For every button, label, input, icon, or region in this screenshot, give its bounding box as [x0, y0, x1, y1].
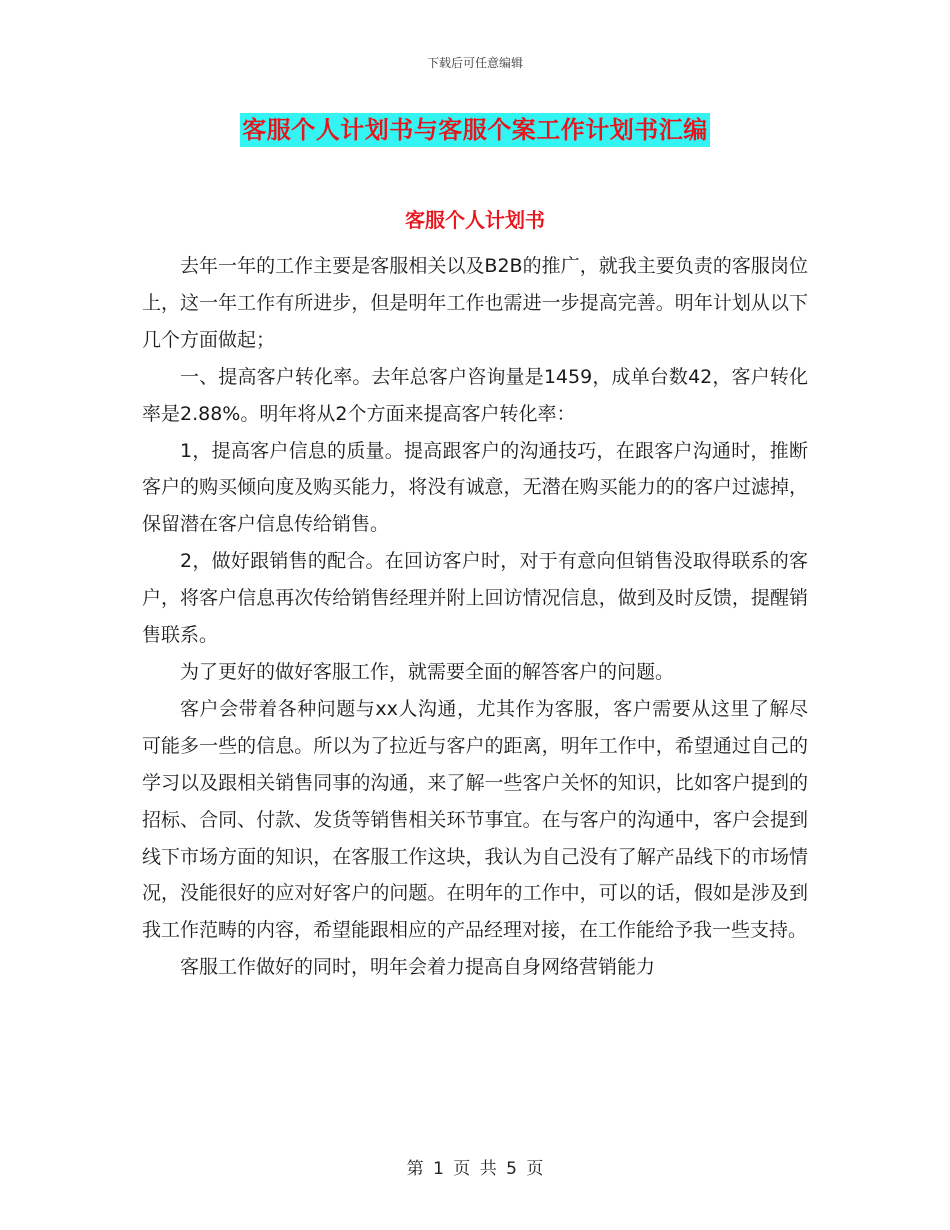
paragraph: 去年一年的工作主要是客服相关以及B2B的推广，就我主要负责的客服岗位上，这一年工作有所进步，但是明年工作也需进一步提高完善。明年计划从以下几个方面做起； [142, 255, 808, 351]
page-footer: 第 1 页 共 5 页 [406, 1159, 544, 1179]
main-title: 客服个人计划书与客服个案工作计划书汇编 [240, 113, 710, 147]
paragraph: 客户会带着各种问题与xx人沟通，尤其作为客服，客户需要从这里了解尽可能多一些的信息。所以为了拉近与客户的距离，明年工作中，希望通过自己的学习以及跟相关销售同事的沟通，来了解一些客户关怀的知识，比如客户提到的招标、合同、付款、发货等销售相关环节事宜。在与客户的沟通中，客户会提到线下市场方面的知识，在客服工作这块，我认为自己没有了解产品线下的市场情况，没能很好的应对好客户的问题。在明年的工作中，可以的话，假如是涉及到我工作范畴的内容，希望能跟相应的产品经理对接，在工作能给予我一些支持。 [142, 697, 808, 942]
paragraph: 2，做好跟销售的配合。在回访客户时，对于有意向但销售没取得联系的客户，将客户信息再次传给销售经理并附上回访情况信息，做到及时反馈，提醒销售联系。 [142, 550, 808, 647]
main-title-container [0, 113, 950, 147]
paragraph: 为了更好的做好客服工作，就需要全面的解答客户的问题。 [180, 660, 675, 683]
paragraph: 一、提高客户转化率。去年总客户咨询量是1459，成单台数42，客户转化率是2.88%。明年将从2个方面来提高客户转化率： [142, 365, 808, 425]
document-body [142, 248, 808, 986]
section-title: 客服个人计划书 [405, 208, 545, 232]
header-note: 下载后可任意编辑 [426, 56, 523, 70]
paragraph: 1，提高客户信息的质量。提高跟客户的沟通技巧，在跟客户沟通时，推断客户的购买倾向度及购买能力，将没有诚意，无潜在购买能力的的客户过滤掉，保留潜在客户信息传给销售。 [142, 439, 808, 536]
paragraph: 客服工作做好的同时，明年会着力提高自身网络营销能力 [180, 956, 656, 979]
